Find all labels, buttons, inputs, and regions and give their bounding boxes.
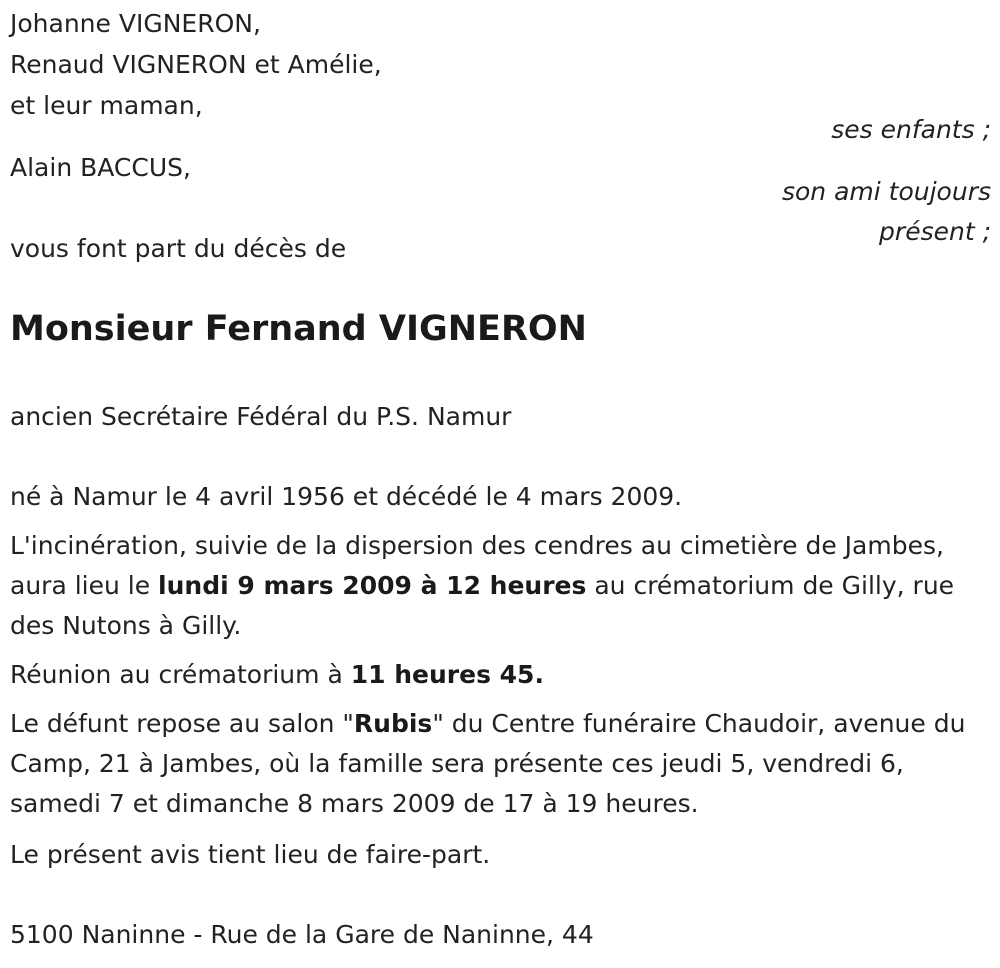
deceased-title: ancien Secrétaire Fédéral du P.S. Namur bbox=[10, 402, 512, 431]
friend-role-line-1: son ami toujours bbox=[781, 177, 991, 206]
meeting-paragraph bbox=[10, 655, 995, 695]
children-line-3: et leur maman, bbox=[10, 91, 203, 120]
children-line-2: Renaud VIGNERON et Amélie, bbox=[10, 50, 382, 79]
children-role: ses enfants ; bbox=[831, 115, 991, 144]
viewing-text-1: Le défunt repose au salon " bbox=[10, 709, 354, 738]
children-line-1: Johanne VIGNERON, bbox=[10, 9, 261, 38]
announcement: vous font part du décès de bbox=[10, 234, 347, 263]
cremation-paragraph bbox=[10, 526, 995, 646]
address: 5100 Naninne - Rue de la Gare de Naninne, 44 bbox=[10, 920, 594, 949]
salon-name: Rubis bbox=[353, 709, 433, 738]
cremation-date: lundi 9 mars 2009 à 12 heures bbox=[158, 571, 587, 600]
birth-death: né à Namur le 4 avril 1956 et décédé le 4 mars 2009. bbox=[10, 482, 683, 511]
notice: Le présent avis tient lieu de faire-part. bbox=[10, 840, 491, 869]
viewing-paragraph bbox=[10, 704, 995, 824]
meeting-time: 11 heures 45. bbox=[350, 660, 544, 689]
meeting-text: Réunion au crématorium à bbox=[10, 660, 351, 689]
viewing-text-2: " du Centre funéraire Chaudoir, avenue du Camp, 21 à Jambes, où la famille sera présente ces jeudi 5, vendredi 6, samedi 7 et dimanche 8 mars 2009 de 17 à 19 heures. bbox=[10, 709, 966, 818]
deceased-name: Monsieur Fernand VIGNERON bbox=[10, 309, 587, 349]
friend-role-line-2: présent ; bbox=[879, 217, 991, 246]
friend-name: Alain BACCUS, bbox=[10, 153, 191, 182]
cremation-text-2: au crématorium de Gilly, rue des Nutons à Gilly. bbox=[10, 571, 955, 640]
cremation-text-1: L'incinération, suivie de la dispersion des cendres au cimetière de Jambes, aura lieu le bbox=[10, 531, 944, 600]
